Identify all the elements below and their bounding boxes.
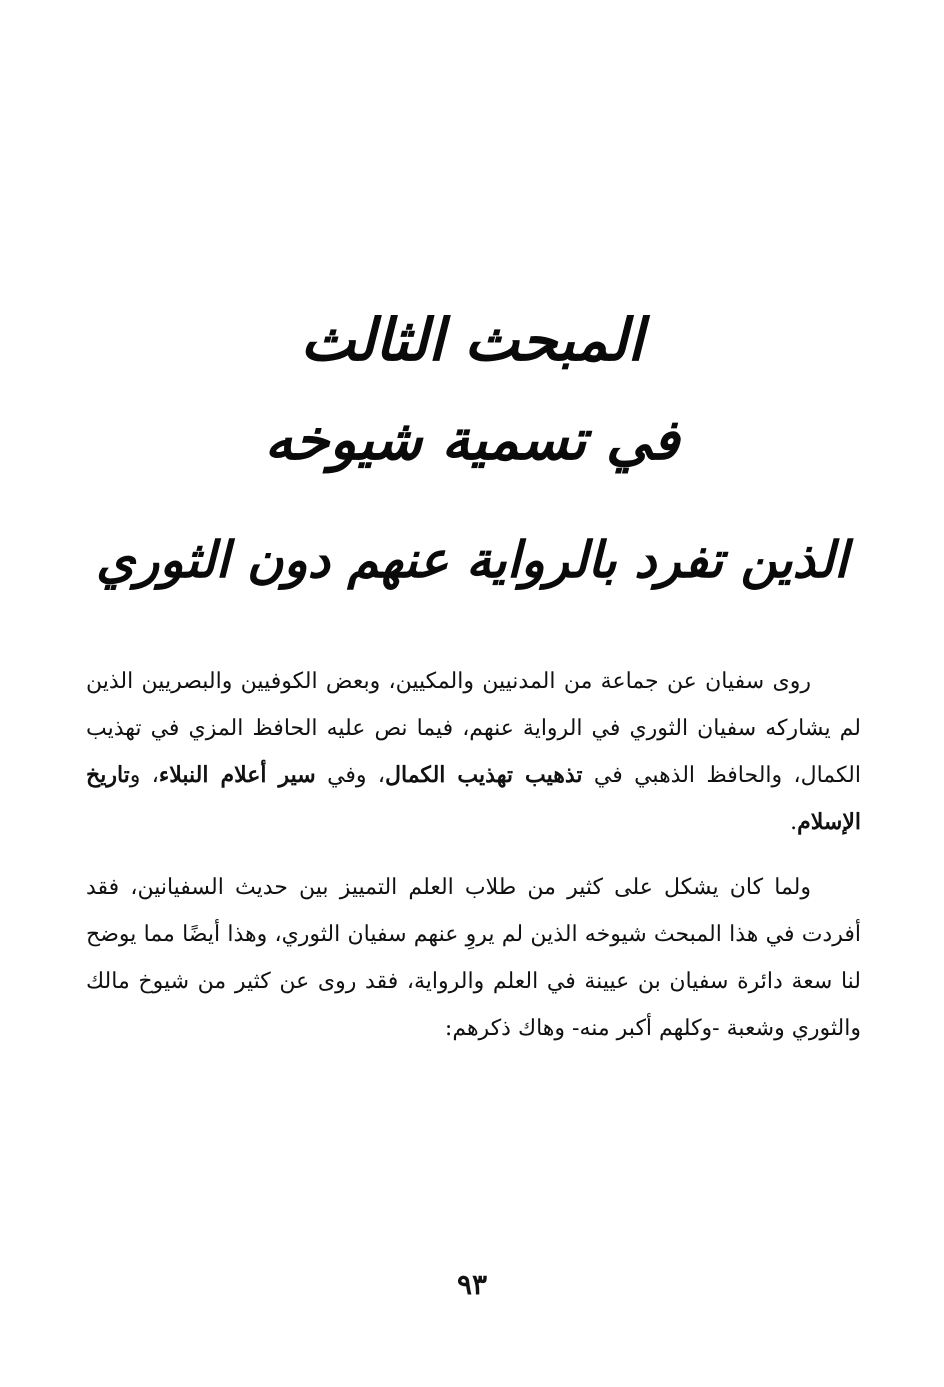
paragraph-purpose-text: ولما كان يشكل على كثير من طلاب العلم التمييز بين حديث السفيانين، فقد أفردت في هذا المبحث شيوخه الذين لم يروِ عنهم سفيان الثوري، وهذا أيضًا مما يوضح لنا سعة دائرة سفيان بن عيينة في العلم والرواية، فقد روى عن كثير من شيوخ مالك والثوري وشعبة -وكلهم أكبر منه- وهاك ذكرهم: [86, 875, 861, 1041]
paragraph-intro-end: . [790, 810, 798, 835]
book-title-tadhhib: تذهيب تهذيب الكمال [385, 762, 583, 788]
book-title-tarikh: تاريخ الإسلام [86, 762, 861, 835]
paragraph-intro-text: روى سفيان عن جماعة من المدنيين والمكيين، وبعض الكوفيين والبصريين الذين لم يشاركه سفيان الثوري في الرواية عنهم، فيما نص عليه الحافظ المزي في تهذيب الكمال، والحافظ الذهبي في [86, 669, 861, 788]
paragraph-intro-joiner-1: ، وفي [315, 763, 386, 788]
heading-line-detail: الذين تفرد بالرواية عنهم دون الثوري [96, 530, 848, 589]
paragraph-intro-joiner-2: ، و [129, 763, 159, 788]
book-title-siyar: سير أعلام النبلاء [158, 762, 316, 788]
heading-line-section-title: المبحث الثالث [300, 306, 644, 374]
paragraph-intro [86, 658, 861, 846]
paragraph-purpose [86, 864, 861, 1052]
heading-line-subject: في تسمية شيوخه [264, 407, 680, 473]
page-number: ٩٣ [456, 1268, 488, 1301]
